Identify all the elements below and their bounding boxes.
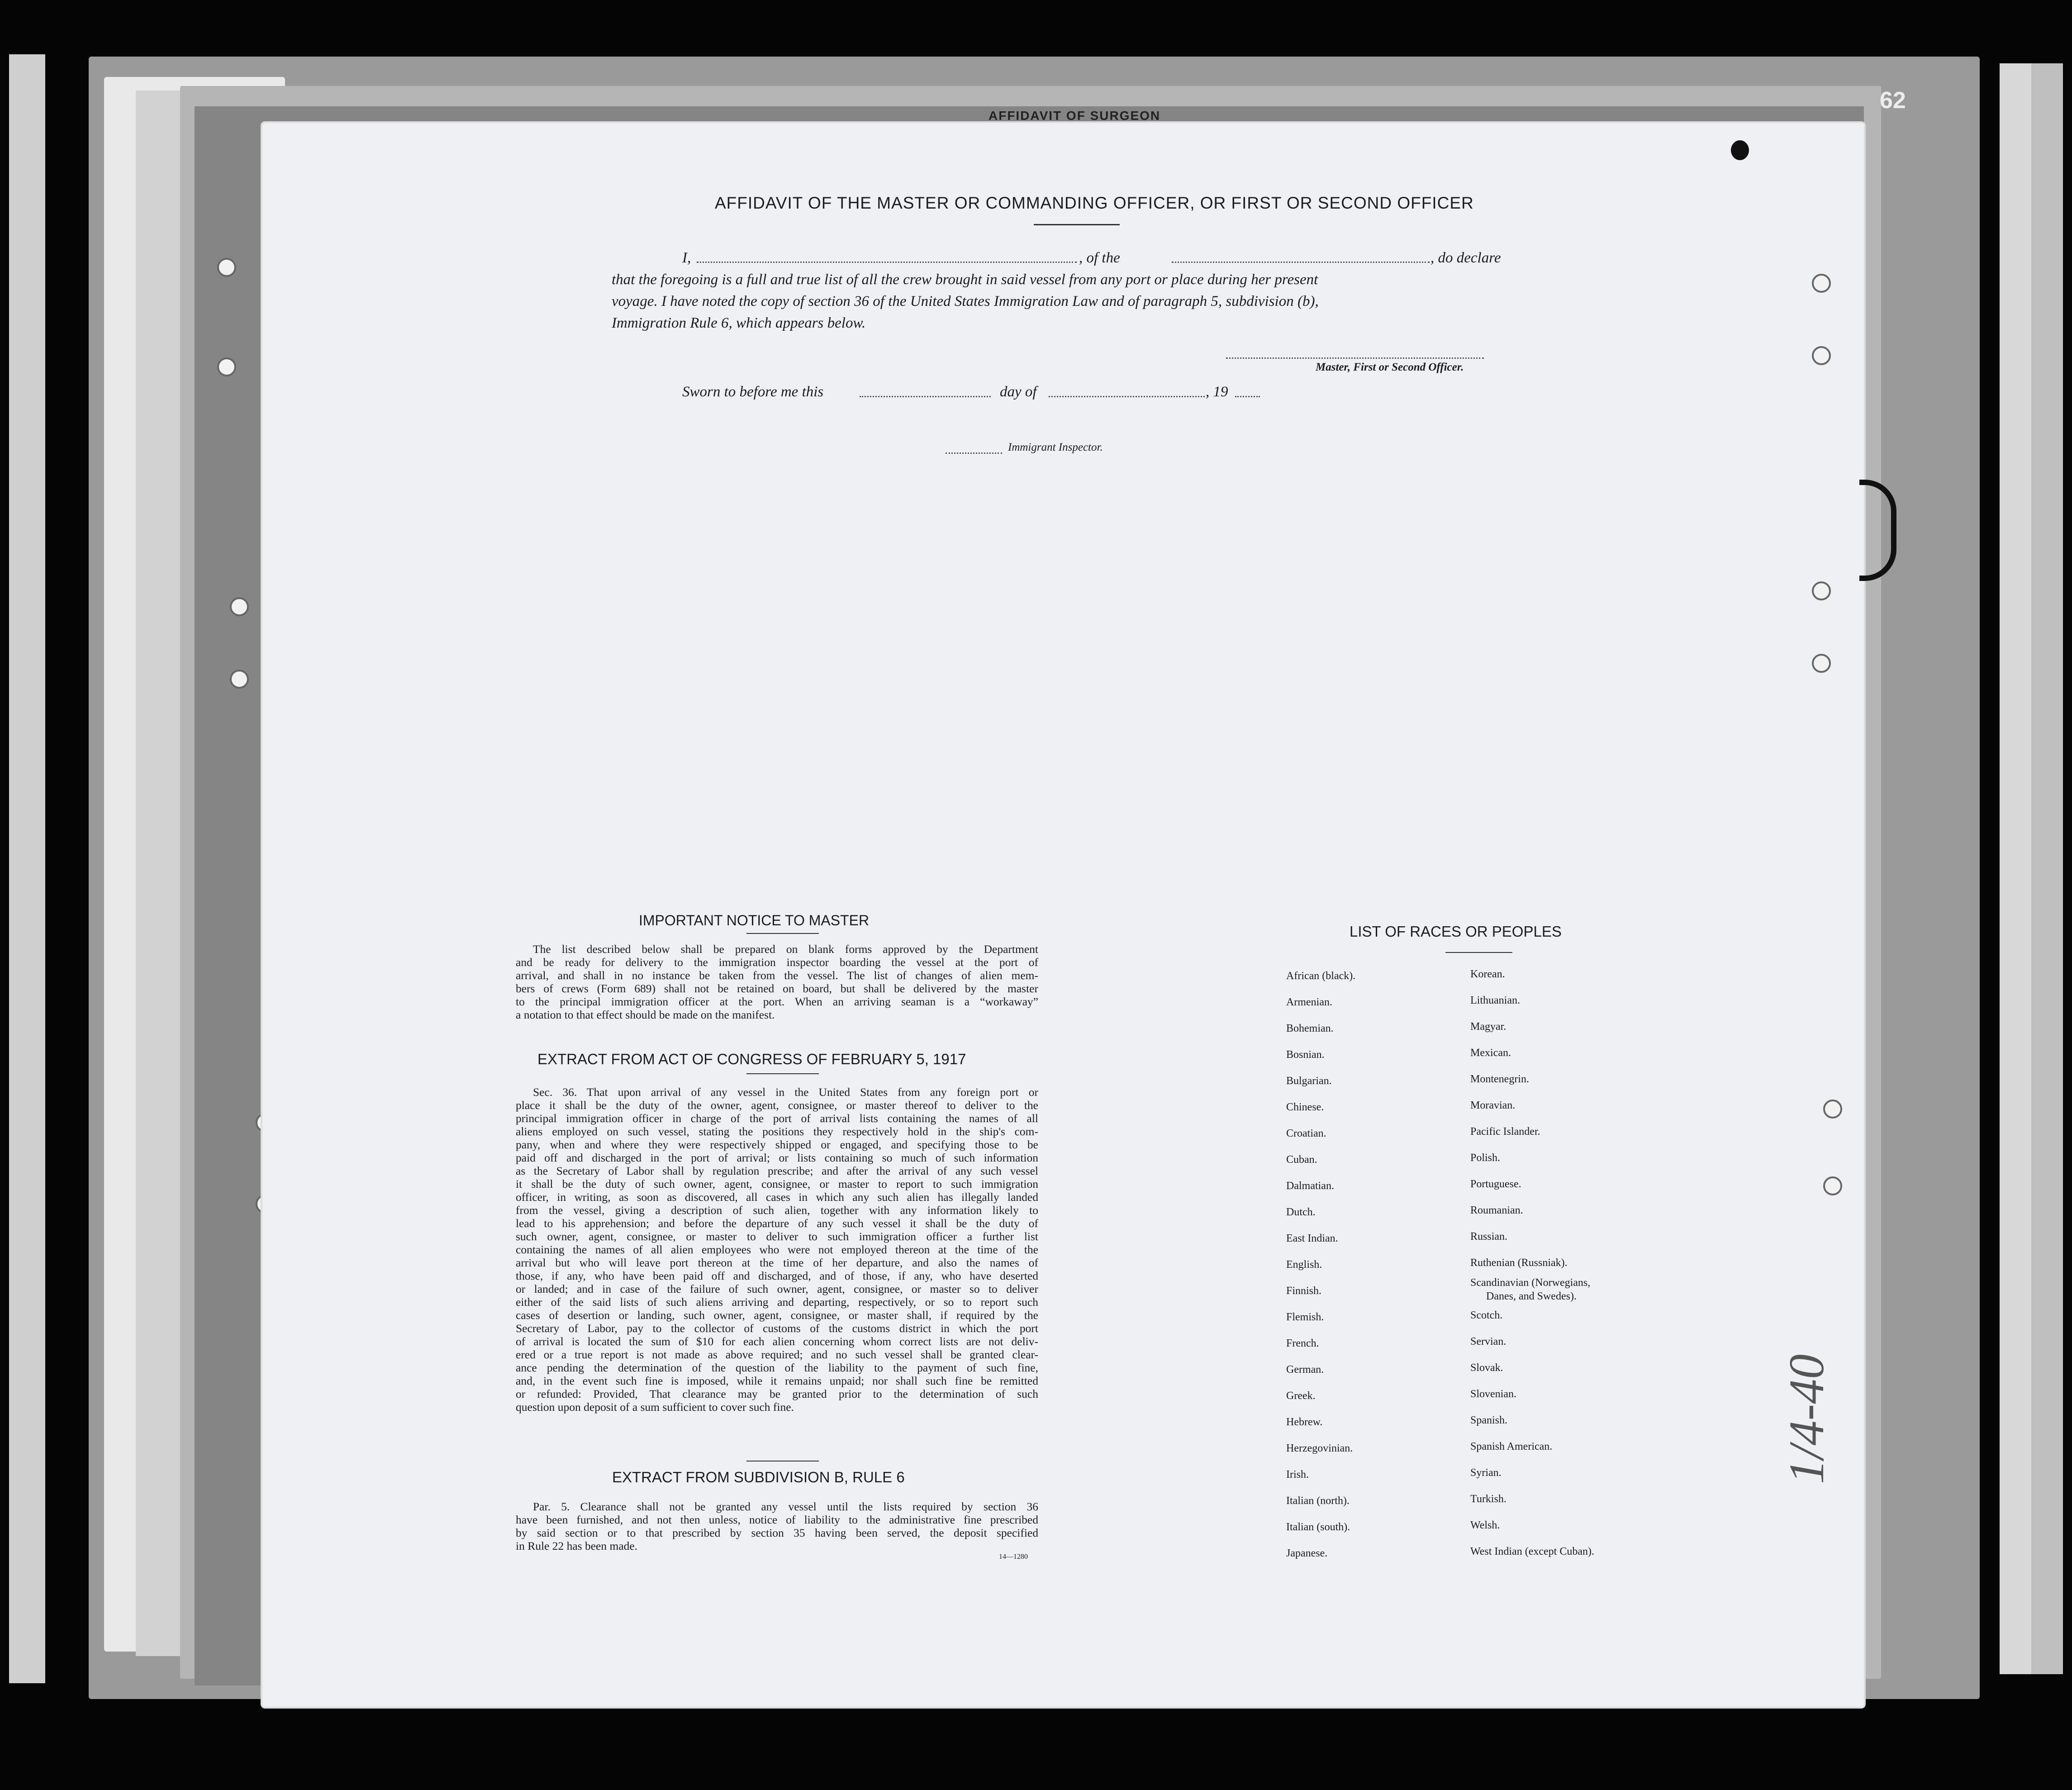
declarant-name-field[interactable] — [697, 262, 1077, 263]
vessel-name-field[interactable] — [1172, 262, 1430, 263]
race-item: Ruthenian (Russniak). — [1470, 1257, 1568, 1269]
right-edge-sheet-2 — [2031, 63, 2063, 1674]
race-item: Syrian. — [1470, 1467, 1502, 1479]
notice-body — [516, 943, 1038, 1021]
section-line: of arrival is located the sum of $10 for each alien concerning whom correct lists are not deliv- — [516, 1335, 1038, 1348]
sworn-year-field[interactable] — [1235, 396, 1260, 397]
race-item: Roumanian. — [1470, 1204, 1523, 1216]
race-item: Scandinavian (Norwegians, — [1470, 1277, 1591, 1289]
race-item: Scotch. — [1470, 1309, 1503, 1321]
section-line: Sec. 36. That upon arrival of any vessel in the United States from any foreign port or — [533, 1085, 1038, 1099]
race-item: Herzegovinian. — [1286, 1442, 1353, 1454]
race-item: Magyar. — [1470, 1021, 1506, 1033]
race-item: Bohemian. — [1286, 1023, 1334, 1034]
punch-hole — [1812, 654, 1831, 673]
race-item: Pacific Islander. — [1470, 1126, 1540, 1138]
race-item-continued: Danes, and Swedes). — [1486, 1290, 1577, 1302]
race-item: Korean. — [1470, 968, 1505, 980]
sworn-year-prefix: , 19 — [1206, 384, 1228, 400]
rule-6-text — [516, 1500, 1038, 1552]
master-signature-line[interactable] — [1226, 357, 1484, 359]
notice-title: IMPORTANT NOTICE TO MASTER — [639, 912, 870, 928]
punch-hole — [1812, 274, 1831, 293]
notice-line: The list described below shall be prepared on blank forms approved by the Department — [533, 943, 1038, 956]
section-line: and, in the event such fine is imposed, while it remains unpaid; nor shall such fine be remitted — [516, 1374, 1038, 1387]
section-line: those, if any, who have been paid off and discharged, and of those, if any, who have deserted — [516, 1269, 1038, 1282]
notice-line: and be ready for delivery to the immigration inspector boarding the vessel at the port of — [516, 956, 1038, 969]
race-item: Spanish American. — [1470, 1441, 1553, 1452]
section-line: such owner, agent, consignee, or master to deliver to such immigration officer a further list — [516, 1230, 1038, 1243]
section-line: it shall be the duty of such owner, agent, consignee, or master to report to such immigration — [516, 1177, 1038, 1190]
section-line: or refunded: Provided, That clearance may be granted prior to the determination of such — [516, 1387, 1038, 1400]
section-line: lead to his apprehension; and before the departure of any such vessel it shall be the duty of — [516, 1217, 1038, 1230]
punch-hole — [217, 357, 236, 376]
section-line: aliens employed on such vessel, stating the positions they respectively hold in the ship's com- — [516, 1125, 1038, 1138]
section-line: from the vessel, giving a description of such alien, together with any information likely to — [516, 1204, 1038, 1217]
race-item: Irish. — [1286, 1469, 1309, 1481]
section-line: ance pending the determination of the question of the liability to the payment of such fine, — [516, 1361, 1038, 1374]
affidavit-line: voyage. I have noted the copy of section 36 of the United States Immigration Law and of paragraph 5, subdivision (b), — [612, 293, 1319, 309]
rule-line: Par. 5. Clearance shall not be granted any vessel until the lists required by section 36 — [533, 1500, 1038, 1513]
race-item: Portuguese. — [1470, 1178, 1521, 1190]
form-number: 14—1280 — [999, 1553, 1028, 1561]
inspector-label: Immigrant Inspector. — [1008, 441, 1103, 453]
section-line: question upon deposit of a sum sufficient to cover such fine. — [516, 1400, 794, 1414]
punch-hole — [230, 597, 249, 616]
race-item: Japanese. — [1286, 1547, 1328, 1559]
notice-rule — [746, 933, 819, 934]
notice-line: a notation to that effect should be made on the manifest. — [516, 1008, 775, 1021]
race-item: Dalmatian. — [1286, 1180, 1334, 1192]
punch-hole — [217, 258, 236, 277]
punch-hole — [1823, 1100, 1842, 1119]
race-item: Bulgarian. — [1286, 1075, 1332, 1087]
sworn-prefix: Sworn to before me this — [682, 384, 824, 400]
punch-hole — [1823, 1176, 1842, 1195]
race-item: Slovenian. — [1470, 1388, 1516, 1400]
race-item: Servian. — [1470, 1336, 1506, 1347]
race-item: East Indian. — [1286, 1233, 1338, 1244]
race-item: African (black). — [1286, 970, 1356, 982]
race-item: Cuban. — [1286, 1154, 1317, 1166]
page-number: 62 — [1880, 87, 1906, 114]
section-line: principal immigration officer in charge of the port of arrival lists containing the names of all — [516, 1112, 1038, 1125]
notice-line: bers of crews (Form 689) shall not be retained on board, but shall be delivered by the master — [516, 982, 1038, 995]
race-item: Polish. — [1470, 1152, 1501, 1164]
races-title: LIST OF RACES OR PEOPLES — [1350, 923, 1562, 940]
section-line: containing the names of all alien employees who were not employed thereon at the time of the — [516, 1243, 1038, 1256]
race-item: Moravian. — [1470, 1100, 1516, 1111]
declarant-prefix: I, — [682, 250, 691, 266]
declare-text: , do declare — [1430, 250, 1501, 266]
race-item: Slovak. — [1470, 1362, 1503, 1374]
punch-hole — [1812, 581, 1831, 600]
section-line: paid off and discharged in the port of arrival; or lists containing so much of such information — [516, 1151, 1038, 1164]
race-item: Italian (south). — [1286, 1521, 1350, 1533]
race-item: French. — [1286, 1338, 1319, 1349]
race-item: Greek. — [1286, 1390, 1316, 1402]
section-line: place it shall be the duty of the owner, agent, consignee, or master thereof to deliver to the — [516, 1099, 1038, 1112]
section-line: ered or a true report is not made as above required; and no such vessel shall be granted clear- — [516, 1348, 1038, 1361]
sworn-month-field[interactable] — [1049, 396, 1205, 397]
affidavit-line: Immigration Rule 6, which appears below. — [612, 315, 866, 331]
race-item: Dutch. — [1286, 1206, 1316, 1218]
section-line: either of the said lists of such aliens arriving and departing, respectively, or so to report such — [516, 1295, 1038, 1309]
race-item: English. — [1286, 1259, 1322, 1271]
race-item: Finnish. — [1286, 1285, 1322, 1297]
ink-blot — [1731, 140, 1749, 160]
notice-line: arrival, and shall in no instance be taken from the vessel. The list of changes of alien mem- — [516, 969, 1038, 982]
extract-rule-top-rule — [746, 1461, 819, 1462]
rule-line: in Rule 22 has been made. — [516, 1539, 638, 1552]
title-rule — [1034, 224, 1120, 225]
section-line: as the Secretary of Labor shall by regulation prescribe; and after the arrival of any such vessel — [516, 1164, 1038, 1177]
vessel-prefix: , of the — [1079, 250, 1120, 266]
race-item: Welsh. — [1470, 1519, 1500, 1531]
race-item: Armenian. — [1286, 996, 1332, 1008]
races-rule — [1445, 952, 1512, 953]
inspector-signature-line[interactable] — [946, 452, 1002, 454]
section-line: cases of desertion or landing, such owner, agent, consignee, or master shall, if required by the — [516, 1309, 1038, 1322]
section-line: officer, in writing, as soon as discovered, all cases in which any such alien has illegally landed — [516, 1190, 1038, 1204]
race-item: Russian. — [1470, 1231, 1508, 1243]
affidavit-title: AFFIDAVIT OF THE MASTER OR COMMANDING OFFICER, OR FIRST OR SECOND OFFICER — [715, 194, 1474, 212]
section-line: arrival but who will leave port thereon at the time of her departure, and also the names of — [516, 1256, 1038, 1269]
race-item: Montenegrin. — [1470, 1073, 1529, 1085]
race-item: Mexican. — [1470, 1047, 1511, 1059]
rule-line: have been furnished, and not then unless, notice of liability to the administrative fine prescribed — [516, 1513, 1038, 1526]
handwritten-margin-note: 1/4-40 — [1779, 1354, 1834, 1484]
left-edge-sheet — [9, 54, 45, 1683]
section-line: Secretary of Labor, pay to the collector of customs of the customs district in which the port — [516, 1322, 1038, 1335]
sworn-day-field[interactable] — [860, 396, 991, 397]
race-item: Turkish. — [1470, 1493, 1506, 1505]
race-item: Spanish. — [1470, 1414, 1508, 1426]
binder-ring-shadow — [1859, 480, 1896, 581]
punch-hole — [230, 670, 249, 689]
race-item: Chinese. — [1286, 1101, 1324, 1113]
extract-rule-title: EXTRACT FROM SUBDIVISION B, RULE 6 — [612, 1469, 905, 1485]
affidavit-line: that the foregoing is a full and true list of all the crew brought in said vessel from any port or place during her present — [612, 271, 1318, 288]
rule-line: by said section or to that prescribed by section 35 having been served, the deposit specified — [516, 1526, 1038, 1539]
race-item: Croatian. — [1286, 1128, 1326, 1139]
extract-act-rule — [746, 1073, 819, 1074]
section-36-text — [516, 1085, 1038, 1414]
race-item: West Indian (except Cuban). — [1470, 1546, 1594, 1557]
behind-sheet-heading: AFFIDAVIT OF SURGEON — [988, 109, 1161, 123]
race-item: Bosnian. — [1286, 1049, 1325, 1061]
master-signature-label: Master, First or Second Officer. — [1316, 361, 1464, 373]
race-item: Italian (north). — [1286, 1495, 1350, 1507]
extract-act-title: EXTRACT FROM ACT OF CONGRESS OF FEBRUARY 5, 1917 — [537, 1051, 966, 1067]
notice-line: to the principal immigration officer at the port. When an arriving seaman is a “workaway” — [516, 995, 1038, 1008]
section-line: or landed; and in case of the failure of such owner, agent, consignee, or master so to deliver — [516, 1282, 1038, 1295]
affidavit-page — [262, 123, 1864, 1707]
race-item: Hebrew. — [1286, 1416, 1323, 1428]
punch-hole — [1812, 346, 1831, 365]
race-item: Lithuanian. — [1470, 995, 1520, 1006]
race-item: Flemish. — [1286, 1311, 1324, 1323]
section-line: pany, when and where they were respectively shipped or engaged, and specifying those to be — [516, 1138, 1038, 1151]
sworn-day-of: day of — [1000, 384, 1037, 400]
race-item: German. — [1286, 1364, 1324, 1376]
